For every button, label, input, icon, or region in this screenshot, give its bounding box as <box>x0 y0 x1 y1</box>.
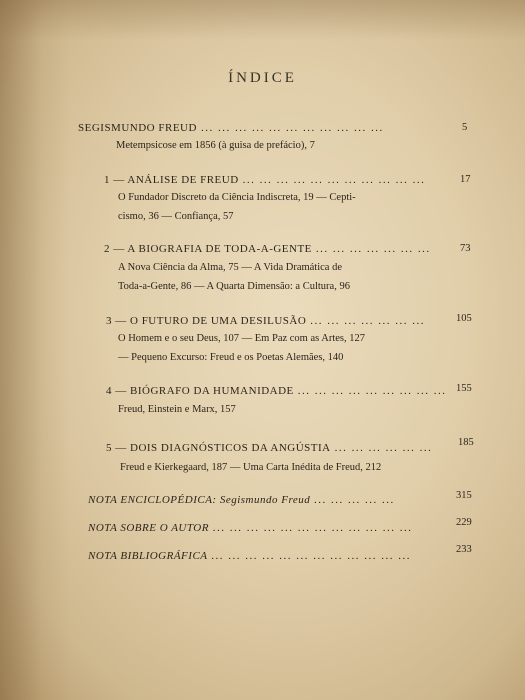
toc-leader-dots: ... ... ... ... ... ... ... ... ... ... ... ... <box>212 522 413 534</box>
toc-page-number: 5 <box>462 122 468 133</box>
toc-leader-dots: ... ... ... ... ... ... ... ... ... ... ... <box>200 122 384 134</box>
toc-page-number: 105 <box>456 313 472 324</box>
toc-page-number: 315 <box>456 490 472 501</box>
toc-heading <box>88 522 413 534</box>
toc-leader-dots: ... ... ... ... ... ... ... ... ... ... ... ... <box>211 550 412 562</box>
page-title: ÍNDICE <box>228 70 297 86</box>
toc-page-number: 233 <box>456 544 472 555</box>
toc-subline: O Fundador Discreto da Ciência Indiscreta, 19 — Cepti- <box>118 192 356 203</box>
toc-subline: Metempsicose em 1856 (à guisa de prefácio), 7 <box>116 140 315 151</box>
toc-heading-italic: Segismundo Freud <box>219 494 311 506</box>
toc-heading-text: NOTA BIBLIOGRÁFICA <box>88 550 208 562</box>
toc-page-number: 73 <box>460 243 471 254</box>
toc-leader-dots: ... ... ... ... ... ... ... <box>310 315 426 327</box>
toc-leader-dots: ... ... ... ... ... ... ... ... ... <box>297 385 447 397</box>
toc-heading-text: NOTA SOBRE O AUTOR <box>88 522 209 534</box>
toc-heading-text: 3 — O FUTURO DE UMA DESILUSÃO <box>106 315 307 327</box>
toc-page-number: 155 <box>456 383 472 394</box>
toc-subline: — Pequeno Excurso: Freud e os Poetas Alemães, 140 <box>118 352 344 363</box>
toc-subline: cismo, 36 — Confiança, 57 <box>118 211 234 222</box>
toc-heading <box>78 122 384 134</box>
toc-heading <box>88 494 395 506</box>
toc-heading <box>106 385 447 397</box>
toc-subline: Freud e Kierkegaard, 187 — Uma Carta Inédita de Freud, 212 <box>120 462 382 473</box>
toc-heading <box>104 243 431 255</box>
toc-page-number: 17 <box>460 174 471 185</box>
toc-subline: A Nova Ciência da Alma, 75 — A Vida Dramática de <box>118 262 342 273</box>
toc-heading-text: 1 — ANÁLISE DE FREUD <box>104 174 239 186</box>
toc-leader-dots: ... ... ... ... ... ... ... <box>315 243 431 255</box>
toc-heading <box>88 550 411 562</box>
toc-heading-text: 4 — BIÓGRAFO DA HUMANIDADE <box>106 385 294 397</box>
toc-heading-text: 2 — A BIOGRAFIA DE TODA-A-GENTE <box>104 243 312 255</box>
toc-subline: O Homem e o seu Deus, 107 — Em Paz com as Artes, 127 <box>118 333 366 344</box>
toc-heading <box>106 315 425 327</box>
toc-page-number: 229 <box>456 517 472 528</box>
toc-heading <box>106 442 432 454</box>
toc-leader-dots: ... ... ... ... ... ... ... ... ... ... ... <box>242 174 426 186</box>
toc-leader-dots: ... ... ... ... ... ... <box>334 442 433 454</box>
toc-subline: Toda-a-Gente, 86 — A Quarta Dimensão: a Cultura, 96 <box>118 281 350 292</box>
toc-subline: Freud, Einstein e Marx, 157 <box>118 404 236 415</box>
toc-leader-dots: ... ... ... ... ... <box>314 494 395 506</box>
toc-heading <box>104 174 425 186</box>
toc-page-number: 185 <box>458 437 474 448</box>
toc-heading-text: NOTA ENCICLOPÉDICA: <box>88 494 217 506</box>
toc-heading-text: 5 — DOIS DIAGNÓSTICOS DA ANGÚSTIA <box>106 442 331 454</box>
toc-heading-text: SEGISMUNDO FREUD <box>78 122 197 134</box>
